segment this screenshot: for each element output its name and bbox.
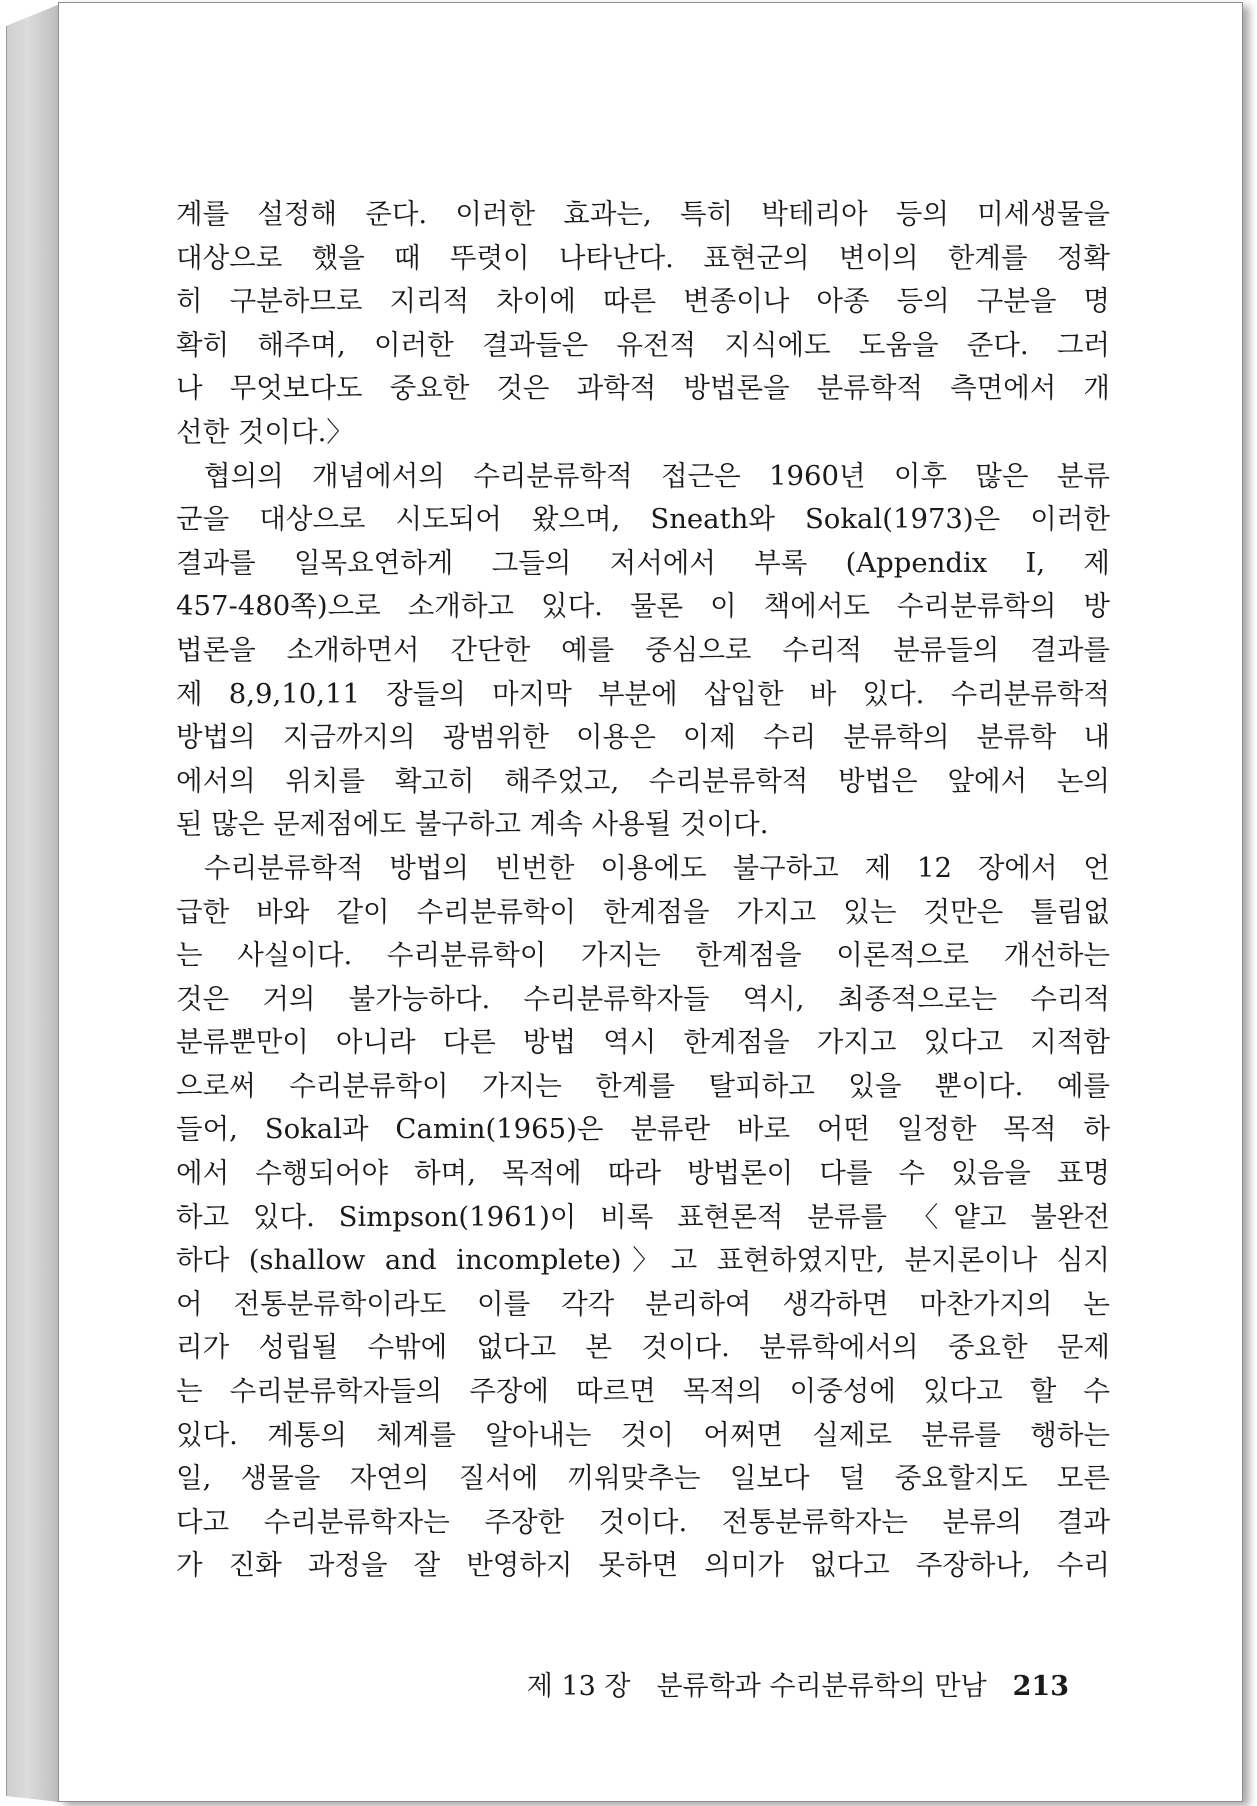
text-line: 가 진화 과정을 잘 반영하지 못하면 의미가 없다고 주장하나, 수리 xyxy=(176,1549,1110,1582)
text-line: 것은 거의 불가능하다. 수리분류학자들 역시, 최종적으로는 수리적 xyxy=(176,982,1110,1015)
text-line: 수리분류학적 방법의 빈번한 이용에도 불구하고 제 12 장에서 언 xyxy=(204,851,1110,884)
text-line: 확히 해주며, 이러한 결과들은 유전적 지식에도 도움을 준다. 그러 xyxy=(176,328,1110,361)
text-line: 히 구분하므로 지리적 차이에 따른 변종이나 아종 등의 구분을 명 xyxy=(176,285,1110,318)
text-line: 에서의 위치를 확고히 해주었고, 수리분류학적 방법은 앞에서 논의 xyxy=(176,764,1110,797)
text-line: 다고 수리분류학자는 주장한 것이다. 전통분류학자는 분류의 결과 xyxy=(176,1505,1110,1538)
page-number: 213 xyxy=(1012,1671,1069,1702)
footer-title: 분류학과 수리분류학의 만남 xyxy=(656,1671,987,1702)
text-line: 계를 설정해 준다. 이러한 효과는, 특히 박테리아 등의 미세생물을 xyxy=(176,198,1110,230)
text-line: 들어, Sokal과 Camin(1965)은 분류란 바로 어떤 일정한 목적 하 xyxy=(176,1113,1110,1146)
text-line: 는 사실이다. 수리분류학이 가지는 한계점을 이론적으로 개선하는 xyxy=(176,939,1110,972)
text-line: 나 무엇보다도 중요한 것은 과학적 방법론을 분류학적 측면에서 개 xyxy=(176,372,1110,405)
page-footer xyxy=(527,1664,1069,1703)
text-line: 결과를 일목요연하게 그들의 저서에서 부록 (Appendix I, 제 xyxy=(176,546,1110,579)
text-line: 하다 (shallow and incomplete)〉고 표현하였지만, 분지론이나 심지 xyxy=(176,1244,1110,1277)
text-line: 법론을 소개하면서 간단한 예를 중심으로 수리적 분류들의 결과를 xyxy=(176,633,1110,666)
text-line: 분류뿐만이 아니라 다른 방법 역시 한계점을 가지고 있다고 지적함 xyxy=(176,1026,1110,1059)
book-spine xyxy=(6,4,60,1802)
text-line: 하고 있다. Simpson(1961)이 비록 표현론적 분류를 〈얕고 불완전 xyxy=(176,1200,1110,1233)
text-line: 있다. 계통의 체계를 알아내는 것이 어쩌면 실제로 분류를 행하는 xyxy=(176,1418,1110,1451)
text-line: 제 8,9,10,11 장들의 마지막 부분에 삽입한 바 있다. 수리분류학적 xyxy=(176,677,1110,710)
text-line: 급한 바와 같이 수리분류학이 한계점을 가지고 있는 것만은 틀림없 xyxy=(176,895,1110,928)
footer-chapter: 제 13 장 xyxy=(526,1671,631,1702)
text-line: 협의의 개념에서의 수리분류학적 접근은 1960년 이후 많은 분류 xyxy=(204,459,1110,492)
text-line: 457-480쪽)으로 소개하고 있다. 물론 이 책에서도 수리분류학의 방 xyxy=(176,590,1110,623)
text-line: 으로써 수리분류학이 가지는 한계를 탈피하고 있을 뿐이다. 예를 xyxy=(176,1069,1110,1102)
text-line: 된 많은 문제점에도 불구하고 계속 사용될 것이다. xyxy=(176,808,769,841)
text-line: 는 수리분류학자들의 주장에 따르면 목적의 이중성에 있다고 할 수 xyxy=(176,1375,1110,1408)
text-line: 선한 것이다.〉 xyxy=(176,415,354,448)
text-line: 방법의 지금까지의 광범위한 이용은 이제 수리 분류학의 분류학 내 xyxy=(176,721,1110,754)
body-text xyxy=(176,193,1110,1588)
text-line: 리가 성립될 수밖에 없다고 본 것이다. 분류학에서의 중요한 문제 xyxy=(176,1331,1110,1364)
text-line: 어 전통분류학이라도 이를 각각 분리하여 생각하면 마찬가지의 논 xyxy=(176,1287,1110,1320)
text-line: 에서 수행되어야 하며, 목적에 따라 방법론이 다를 수 있음을 표명 xyxy=(176,1157,1110,1190)
text-line: 대상으로 했을 때 뚜렷이 나타난다. 표현군의 변이의 한계를 정확 xyxy=(176,241,1110,274)
text-line: 군을 대상으로 시도되어 왔으며, Sneath와 Sokal(1973)은 이러한 xyxy=(176,503,1110,536)
text-line: 일, 생물을 자연의 질서에 끼워맞추는 일보다 덜 중요할지도 모른 xyxy=(176,1462,1110,1495)
